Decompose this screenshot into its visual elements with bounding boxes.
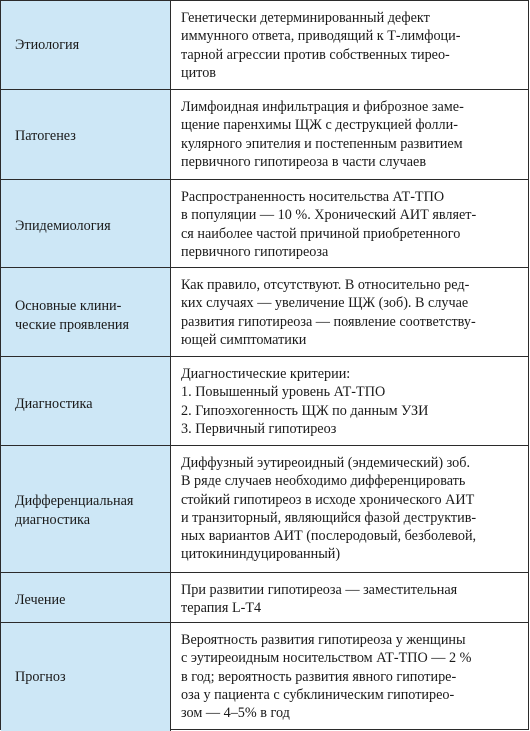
row-text: Лимфоидная инфильтрация и фиброзное заме- щение паренхимы ЩЖ с деструкцией фолли- кулярного эпителия и постепенным развитием первичного гипотиреоза в части случаев [171,90,528,180]
row-text: Как правило, отсутствуют. В относительно ред- ких случаях — увеличение ЩЖ (зоб). В случае развития гипотиреоза — появление соответству- ющей симптоматики [171,268,528,357]
row-text: При развитии гипотиреоза — заместительная терапия L-T4 [171,573,528,623]
row-label: Этиология [1,1,171,90]
row-text: Распространенность носительства АТ-ТПО в популяции — 10 %. Хронический АИТ являет- ся наиболее частой причиной приобретенного первичного гипотиреоза [171,180,528,268]
row-label: Лечение [1,573,171,623]
row-text: Вероятность развития гипотиреоза у женщины с эутиреоидным носительством АТ-ТПО — 2 % в год; вероятность развития явного гипотире- оза у пациента с субклиническим гипотиреo- зом — 4–5% в год [181,632,472,722]
row-label: Прогноз [1,623,171,731]
row-label: Дифференциальная диагностика [1,446,171,573]
row-text: Диффузный эутиреоидный (эндемический) зоб. В ряде случаев необходимо дифференцировать стойкий гипотиреоз в исходе хронического АИТ и транзиторный, являющийся фазой деструктив- ных вариантов АИТ (послеродовый, безболевой, цитокининдуцированный) [171,446,528,573]
row-label: Патогенез [1,90,171,180]
row-text: Генетически детерминированный дефект иммунного ответа, приводящий к Т-лимфоци- тарной агрессии против собственных тирео- цитов [171,1,528,90]
row-label: Диагностика [1,357,171,446]
row-text: Диагностические критерии: 1. Повышенный уровень АТ-ТПО 2. Гипоэхогенность ЩЖ по данным УЗИ 3. Первичный гипотиреоз [171,357,528,446]
row-label: Эпидемиология [1,180,171,268]
row-label: Основные клини- ческие проявления [1,268,171,357]
